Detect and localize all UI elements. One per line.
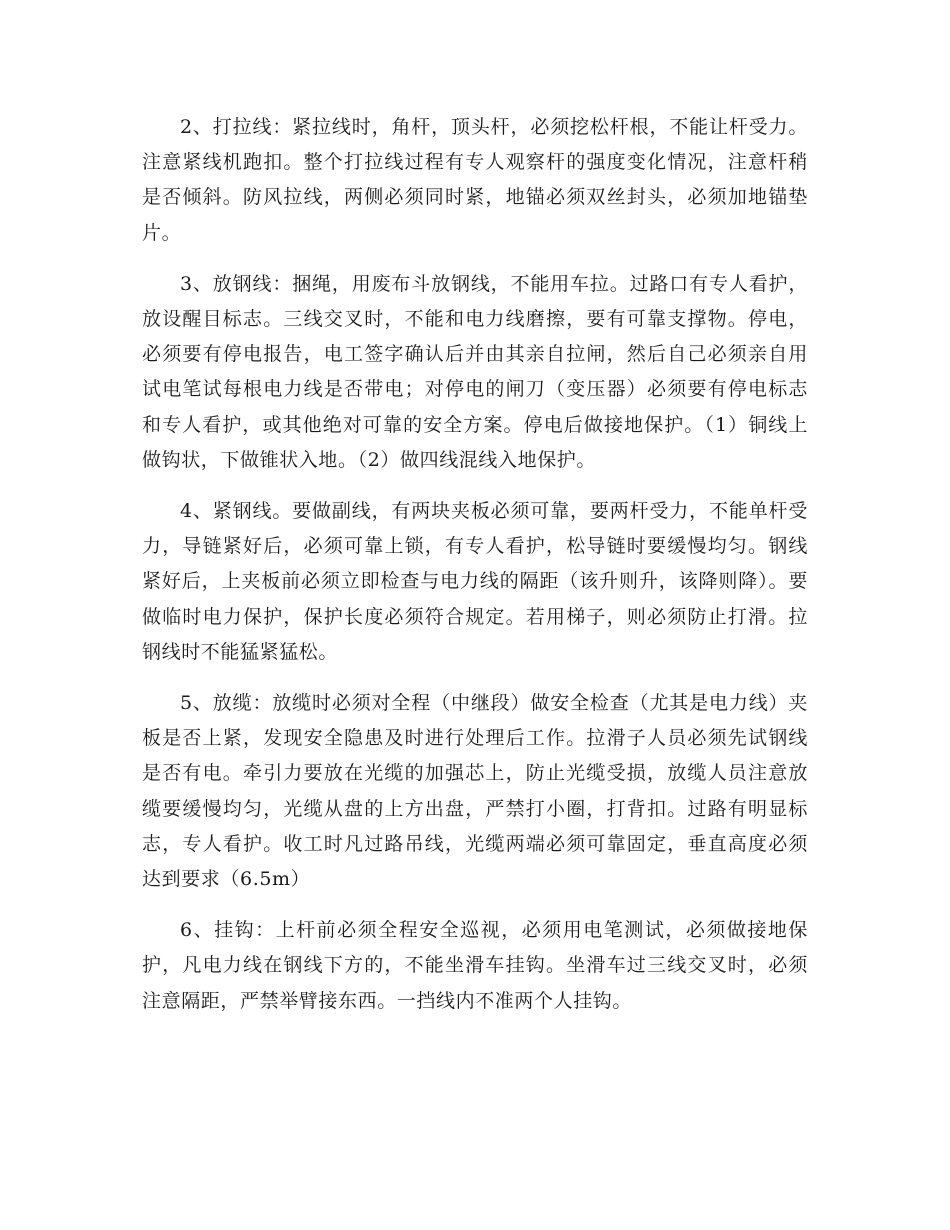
paragraph-steel-wire-laying: 3、放钢线：捆绳，用废布斗放钢线，不能用车拉。过路口有专人看护，放设醒目标志。三线交叉时，不能和电力线磨擦，要有可靠支撑物。停电，必须要有停电报告，电工签字确认后并由其亲自拉闸，然后自己必须亲自用试电笔试每根电力线是否带电；对停电的闸刀（变压器）必须要有停电标志和专人看护，或其他绝对可靠的安全方案。停电后做接地保护。（1）铜线上做钩状，下做锥状入地。（2）做四线混线入地保护。 <box>142 272 808 471</box>
paragraph-cable-laying: 5、放缆：放缆时必须对全程（中继段）做安全检查（尤其是电力线）夹板是否上紧，发现安全隐患及时进行处理后工作。拉滑子人员必须先试钢线是否有电。牵引力要放在光缆的加强芯上，防止光缆受损，放缆人员注意放缆要缓慢均匀，光缆从盘的上方出盘，严禁打小圈，打背扣。过路有明显标志，专人看护。收工时凡过路吊线，光缆两端必须可靠固定，垂直高度必须达到要求（6.5m） <box>142 692 808 891</box>
paragraph-steel-wire-tightening: 4、紧钢线。要做副线，有两块夹板必须可靠，要两杆受力，不能单杆受力，导链紧好后，必须可靠上锁，有专人看护，松导链时要缓慢均匀。钢线紧好后，上夹板前必须立即检查与电力线的隔距（该升则升，该降则降）。要做临时电力保护，保护长度必须符合规定。若用梯子，则必须防止打滑。拉钢线时不能猛紧猛松。 <box>142 500 808 663</box>
document-body <box>142 110 808 1035</box>
paragraph-hooking: 6、挂钩：上杆前必须全程安全巡视，必须用电笔测试，必须做接地保护，凡电力线在钢线下方的，不能坐滑车挂钩。坐滑车过三线交叉时，必须注意隔距，严禁举臂接东西。一挡线内不准两个人挂钩。 <box>142 919 808 1012</box>
paragraph-guy-wire: 2、打拉线：紧拉线时，角杆，顶头杆，必须挖松杆根，不能让杆受力。注意紧线机跑扣。整个打拉线过程有专人观察杆的强度变化情况，注意杆稍是否倾斜。防风拉线，两侧必须同时紧，地锚必须双丝封头，必须加地锚垫片。 <box>142 116 808 244</box>
